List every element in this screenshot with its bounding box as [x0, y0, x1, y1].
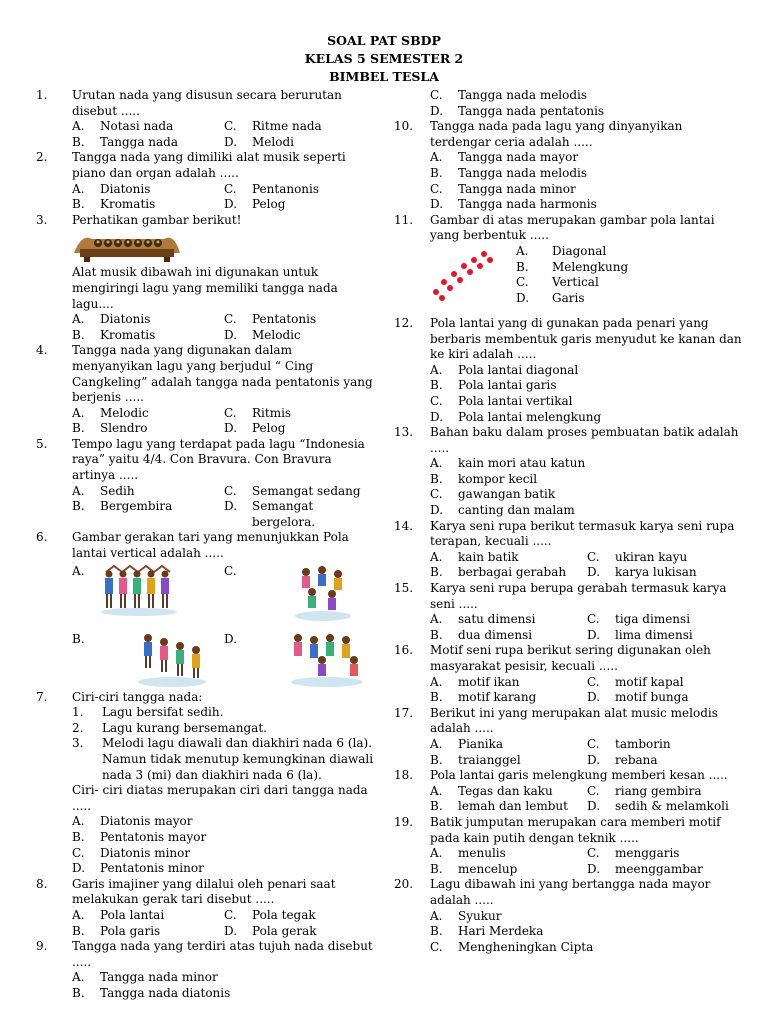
option-letter: A. — [430, 612, 443, 627]
option-text: traianggel — [458, 752, 521, 767]
option-letter: A. — [430, 362, 443, 377]
option-letter: B. — [430, 690, 443, 705]
option-text: kain mori atau katun — [458, 456, 586, 471]
question-13 — [394, 425, 744, 519]
option-letter: A. — [430, 674, 443, 689]
option-letter: A. — [430, 908, 443, 923]
option-text: Pentatonis minor — [100, 861, 204, 876]
option-text: Melodic — [100, 405, 149, 420]
question-12 — [394, 316, 744, 425]
question-number: 16. — [394, 643, 414, 658]
option-letter: A. — [430, 150, 443, 165]
option-letter: A. — [430, 846, 443, 861]
option-letter: C. — [224, 181, 237, 196]
question-6 — [36, 530, 376, 689]
option-text: Sedih — [100, 483, 135, 498]
option-letter: A. — [72, 119, 85, 134]
option-text: kompor kecil — [458, 471, 538, 486]
option-text: satu dimensi — [458, 612, 536, 627]
option-text: riang gembira — [615, 783, 702, 798]
question-stem: Ciri-ciri tangga nada: — [72, 689, 203, 704]
question-stem: Karya seni rupa berikut termasuk karya seni rupa terapan, kecuali ..... — [430, 518, 735, 549]
option-letter: B. — [430, 752, 443, 767]
option-text: lima dimensi — [615, 627, 693, 642]
question-number: 17. — [394, 705, 414, 720]
option-text: Diatonis — [100, 312, 151, 327]
option-text: Diatonis mayor — [100, 814, 193, 829]
option-text: motif bunga — [615, 690, 689, 705]
option-letter: D. — [430, 409, 444, 424]
option-letter: D. — [430, 197, 444, 212]
list-number: 1. — [72, 705, 84, 720]
list-item: Melodi lagu diawali dan diakhiri nada 6 (la). Namun tidak menutup kemungkinan diawali nada 3 (mi) dan diakhiri nada 6 (la). — [102, 736, 374, 782]
question-1 — [36, 88, 376, 150]
question-stem: Pola lantai yang di gunakan pada penari yang berbaris membentuk garis menyudut ke kanan dan ke kiri adalah ..... — [430, 315, 742, 362]
question-stem: Perhatikan gambar berikut! — [72, 212, 242, 227]
question-stem: Batik jumputan merupakan cara memberi motif pada kain putih dengan teknik ..... — [430, 814, 721, 845]
option-letter: B. — [430, 378, 443, 393]
dance-figure-c-image — [292, 562, 354, 622]
option-letter: A. — [72, 970, 85, 985]
question-stem-continued: Ciri- ciri diatas merupakan ciri dari tangga nada ..... — [72, 783, 368, 813]
question-number: 5. — [36, 436, 48, 451]
option-letter: B. — [72, 197, 85, 212]
option-text: Pelog — [252, 197, 286, 212]
option-text: Pianika — [458, 736, 504, 751]
question-number: 1. — [36, 88, 48, 102]
option-letter: A. — [72, 181, 85, 196]
question-19 — [394, 815, 744, 877]
question-number: 20. — [394, 877, 414, 892]
option-text: Pola lantai garis — [458, 378, 557, 393]
option-text: Slendro — [100, 421, 148, 436]
option-text: kain batik — [458, 549, 519, 564]
option-letter: C. — [224, 119, 237, 134]
option-letter: D. — [224, 327, 238, 342]
option-letter: D. — [224, 499, 238, 514]
option-letter: B. — [430, 924, 443, 939]
question-8 — [36, 877, 376, 939]
option-text: Pentanonis — [252, 181, 320, 196]
option-letter: C. — [587, 846, 600, 861]
option-letter: D. — [587, 565, 601, 580]
option-text: motif karang — [458, 690, 537, 705]
option-text: mencelup — [458, 861, 518, 876]
option-text: berbagai gerabah — [458, 565, 567, 580]
question-number: 3. — [36, 212, 48, 227]
option-letter: A. — [516, 243, 529, 258]
question-9-continued — [394, 88, 744, 119]
option-letter: D. — [224, 631, 238, 646]
option-text: motif ikan — [458, 674, 520, 689]
question-number: 10. — [394, 119, 414, 134]
option-text: Pentatonis mayor — [100, 829, 207, 844]
question-number: 8. — [36, 876, 48, 891]
option-text: Ritme nada — [252, 119, 322, 134]
question-stem: Gambar gerakan tari yang menunjukkan Pola lantai vertical adalah ..... — [72, 530, 349, 561]
option-letter: D. — [224, 923, 238, 938]
question-4 — [36, 343, 376, 437]
option-letter: B. — [72, 499, 85, 514]
option-letter: B. — [72, 421, 85, 436]
option-letter: A. — [72, 483, 85, 498]
question-number: 2. — [36, 150, 48, 165]
option-text: ukiran kayu — [615, 549, 688, 564]
question-number: 14. — [394, 518, 414, 533]
option-letter: D. — [224, 421, 238, 436]
question-stem-continued: Alat musik dibawah ini digunakan untuk mengiringi lagu yang memiliki tangga nada lagu.... — [72, 265, 338, 311]
question-number: 18. — [394, 768, 414, 783]
floor-pattern-dots-image — [430, 248, 494, 304]
option-letter: C. — [430, 487, 443, 502]
option-text: Tegas dan kaku — [458, 783, 553, 798]
option-letter: C. — [224, 563, 237, 578]
question-15 — [394, 581, 744, 643]
question-number: 9. — [36, 939, 48, 954]
question-5 — [36, 437, 376, 531]
option-text: Diatonis — [100, 181, 151, 196]
option-letter: C. — [430, 88, 443, 102]
dance-figure-d-image — [288, 628, 366, 688]
floor-pattern-block — [430, 244, 744, 308]
option-letter: D. — [516, 290, 530, 305]
gamelan-image — [72, 229, 182, 263]
question-number: 12. — [394, 315, 414, 330]
option-text: Pola lantai — [100, 907, 165, 922]
dance-images — [72, 562, 376, 690]
option-text: tamborin — [615, 736, 671, 751]
question-stem: Pola lantai garis melengkung memberi kesan ..... — [430, 768, 728, 783]
question-stem: Lagu dibawah ini yang bertangga nada mayor adalah ..... — [430, 877, 711, 907]
option-letter: C. — [224, 405, 237, 420]
option-letter: B. — [72, 327, 85, 342]
option-letter: B. — [516, 259, 529, 274]
option-letter: C. — [224, 483, 237, 498]
option-text: tiga dimensi — [615, 612, 691, 627]
option-letter: D. — [587, 690, 601, 705]
option-letter: D. — [224, 197, 238, 212]
option-text: Semangat bergelora. — [252, 499, 316, 529]
option-letter: A. — [72, 907, 85, 922]
option-text: gawangan batik — [458, 487, 556, 502]
option-text: karya lukisan — [615, 565, 697, 580]
option-letter: C. — [430, 181, 443, 196]
option-letter: A. — [430, 549, 443, 564]
option-letter: A. — [72, 405, 85, 420]
question-number: 7. — [36, 689, 48, 704]
question-7 — [36, 690, 376, 877]
option-text: Pelog — [252, 421, 286, 436]
doc-title: SOAL PAT SBDP — [327, 33, 441, 48]
option-text: Pentatonis — [252, 312, 317, 327]
question-number: 15. — [394, 581, 414, 596]
option-letter: B. — [430, 165, 443, 180]
option-text: Kromatis — [100, 197, 156, 212]
option-letter: C. — [587, 612, 600, 627]
option-letter: D. — [587, 752, 601, 767]
question-stem: Karya seni rupa berupa gerabah termasuk karya seni ..... — [430, 581, 727, 611]
question-16 — [394, 643, 744, 705]
option-text: sedih & melamkoli — [615, 799, 729, 814]
option-text: Pola tegak — [252, 907, 316, 922]
criteria-list — [72, 705, 376, 783]
question-number: 11. — [394, 212, 414, 227]
option-letter: B. — [72, 923, 85, 938]
left-column — [36, 88, 376, 1002]
doc-subtitle-org: BIMBEL TESLA — [329, 69, 439, 84]
option-text: Tangga nada minor — [100, 970, 218, 985]
option-text: Syukur — [458, 908, 502, 923]
question-2 — [36, 150, 376, 212]
option-letter: A. — [72, 814, 85, 829]
dance-figure-a-image — [100, 564, 178, 616]
option-letter: B. — [72, 134, 85, 149]
option-letter: C. — [587, 674, 600, 689]
option-text: Pola garis — [100, 923, 161, 938]
question-stem: Tangga nada yang terdiri atas tujuh nada disebut ..... — [72, 939, 373, 969]
list-item: Lagu kurang bersemangat. — [102, 720, 267, 735]
option-text: Tangga nada mayor — [458, 150, 579, 165]
option-letter: A. — [430, 736, 443, 751]
option-text: Diagonal — [552, 243, 607, 258]
list-number: 3. — [72, 736, 84, 751]
option-text: Tangga nada diatonis — [100, 985, 231, 1000]
option-text: Diatonis minor — [100, 845, 191, 860]
option-letter: D. — [587, 799, 601, 814]
question-stem: Gambar di atas merupakan gambar pola lantai yang berbentuk ..... — [430, 212, 715, 243]
question-stem: Berikut ini yang merupakan alat music melodis adalah ..... — [430, 705, 718, 736]
option-letter: B. — [430, 565, 443, 580]
option-text: Pola lantai melengkung — [458, 409, 602, 424]
option-letter: C. — [72, 845, 85, 860]
right-column — [394, 88, 744, 955]
option-letter: A. — [430, 456, 443, 471]
option-text: motif kapal — [615, 674, 684, 689]
option-letter: B. — [430, 471, 443, 486]
question-number: 19. — [394, 814, 414, 829]
question-9 — [36, 939, 376, 1001]
option-text: Semangat sedang — [252, 483, 361, 498]
question-17 — [394, 706, 744, 768]
option-letter: C. — [430, 393, 443, 408]
option-letter: D. — [72, 861, 86, 876]
option-text: Tangga nada — [100, 134, 179, 149]
option-letter: C. — [224, 312, 237, 327]
question-11 — [394, 213, 744, 308]
doc-subtitle-class: KELAS 5 SEMESTER 2 — [304, 51, 464, 66]
option-text: dua dimensi — [458, 627, 533, 642]
dance-figure-b-image — [136, 628, 208, 688]
question-number: 4. — [36, 343, 48, 358]
option-letter: D. — [224, 134, 238, 149]
option-text: rebana — [615, 752, 658, 767]
option-letter: D. — [430, 103, 444, 118]
question-number: 6. — [36, 530, 48, 545]
option-letter: A. — [430, 783, 443, 798]
option-text: Hari Merdeka — [458, 924, 544, 939]
option-text: canting dan malam — [458, 503, 575, 518]
option-letter: B. — [430, 627, 443, 642]
option-text: Pola lantai diagonal — [458, 362, 579, 377]
list-item: Lagu bersifat sedih. — [102, 705, 224, 720]
option-letter: D. — [587, 627, 601, 642]
option-text: Pola lantai vertikal — [458, 393, 573, 408]
option-text: Mengheningkan Cipta — [458, 939, 594, 954]
option-letter: C. — [587, 783, 600, 798]
question-number: 13. — [394, 425, 414, 440]
question-3 — [36, 213, 376, 344]
option-text: menulis — [458, 846, 506, 861]
option-letter: C. — [587, 549, 600, 564]
question-stem: Bahan baku dalam proses pembuatan batik adalah ..... — [430, 425, 739, 455]
option-text: lemah dan lembut — [458, 799, 568, 814]
option-letter: D. — [430, 503, 444, 518]
option-letter: A. — [72, 312, 85, 327]
list-number: 2. — [72, 720, 84, 735]
option-text: Pola gerak — [252, 923, 317, 938]
option-text: Melodi — [252, 134, 294, 149]
option-letter: B. — [72, 985, 85, 1000]
question-14 — [394, 519, 744, 581]
option-letter: C. — [224, 907, 237, 922]
option-letter: C. — [587, 736, 600, 751]
option-letter: D. — [587, 861, 601, 876]
option-text: Notasi nada — [100, 119, 174, 134]
question-10 — [394, 119, 744, 213]
question-18 — [394, 768, 744, 815]
option-text: Bergembira — [100, 499, 173, 514]
option-text: Ritmis — [252, 405, 292, 420]
option-text: Tangga nada minor — [458, 181, 576, 196]
option-letter: C. — [430, 939, 443, 954]
option-text: Melodic — [252, 327, 301, 342]
option-text: Garis — [552, 290, 585, 305]
question-stem: Tempo lagu yang terdapat pada lagu “Indonesia raya” yaitu 4/4. Con Bravura. Con Bravura artinya ..... — [72, 436, 365, 483]
question-stem: Tangga nada yang dimiliki alat musik seperti piano dan organ adalah ..... — [72, 150, 346, 180]
option-letter: C. — [516, 275, 529, 290]
option-text: meenggambar — [615, 861, 703, 876]
option-letter: B. — [430, 799, 443, 814]
option-text: Vertical — [552, 275, 599, 290]
option-text: Kromatis — [100, 327, 156, 342]
question-stem: Garis imajiner yang dilalui oleh penari saat melakukan gerak tari disebut ..... — [72, 876, 336, 907]
question-stem: Tangga nada yang digunakan dalam menyanyikan lagu yang berjudul “ Cing Cangkeling” adalah tangga nada pentatonis yang berjenis ..... — [72, 343, 373, 405]
option-text: Tangga nada pentatonis — [458, 103, 605, 118]
option-text: Tangga nada melodis — [458, 88, 588, 102]
question-20 — [394, 877, 744, 955]
option-text: Melengkung — [552, 259, 629, 274]
question-stem: Motif seni rupa berikut sering digunakan oleh masyarakat pesisir, kecuali ..... — [430, 643, 711, 673]
question-stem: Tangga nada pada lagu yang dinyanyikan terdengar ceria adalah ..... — [430, 119, 683, 149]
option-text: menggaris — [615, 846, 680, 861]
option-letter: A. — [72, 563, 85, 578]
option-text: Tangga nada melodis — [458, 165, 588, 180]
option-letter: B. — [72, 829, 85, 844]
option-letter: B. — [430, 861, 443, 876]
option-text: Tangga nada harmonis — [458, 197, 597, 212]
option-letter: B. — [72, 631, 85, 646]
question-stem: Urutan nada yang disusun secara berurutan disebut ..... — [72, 88, 342, 118]
